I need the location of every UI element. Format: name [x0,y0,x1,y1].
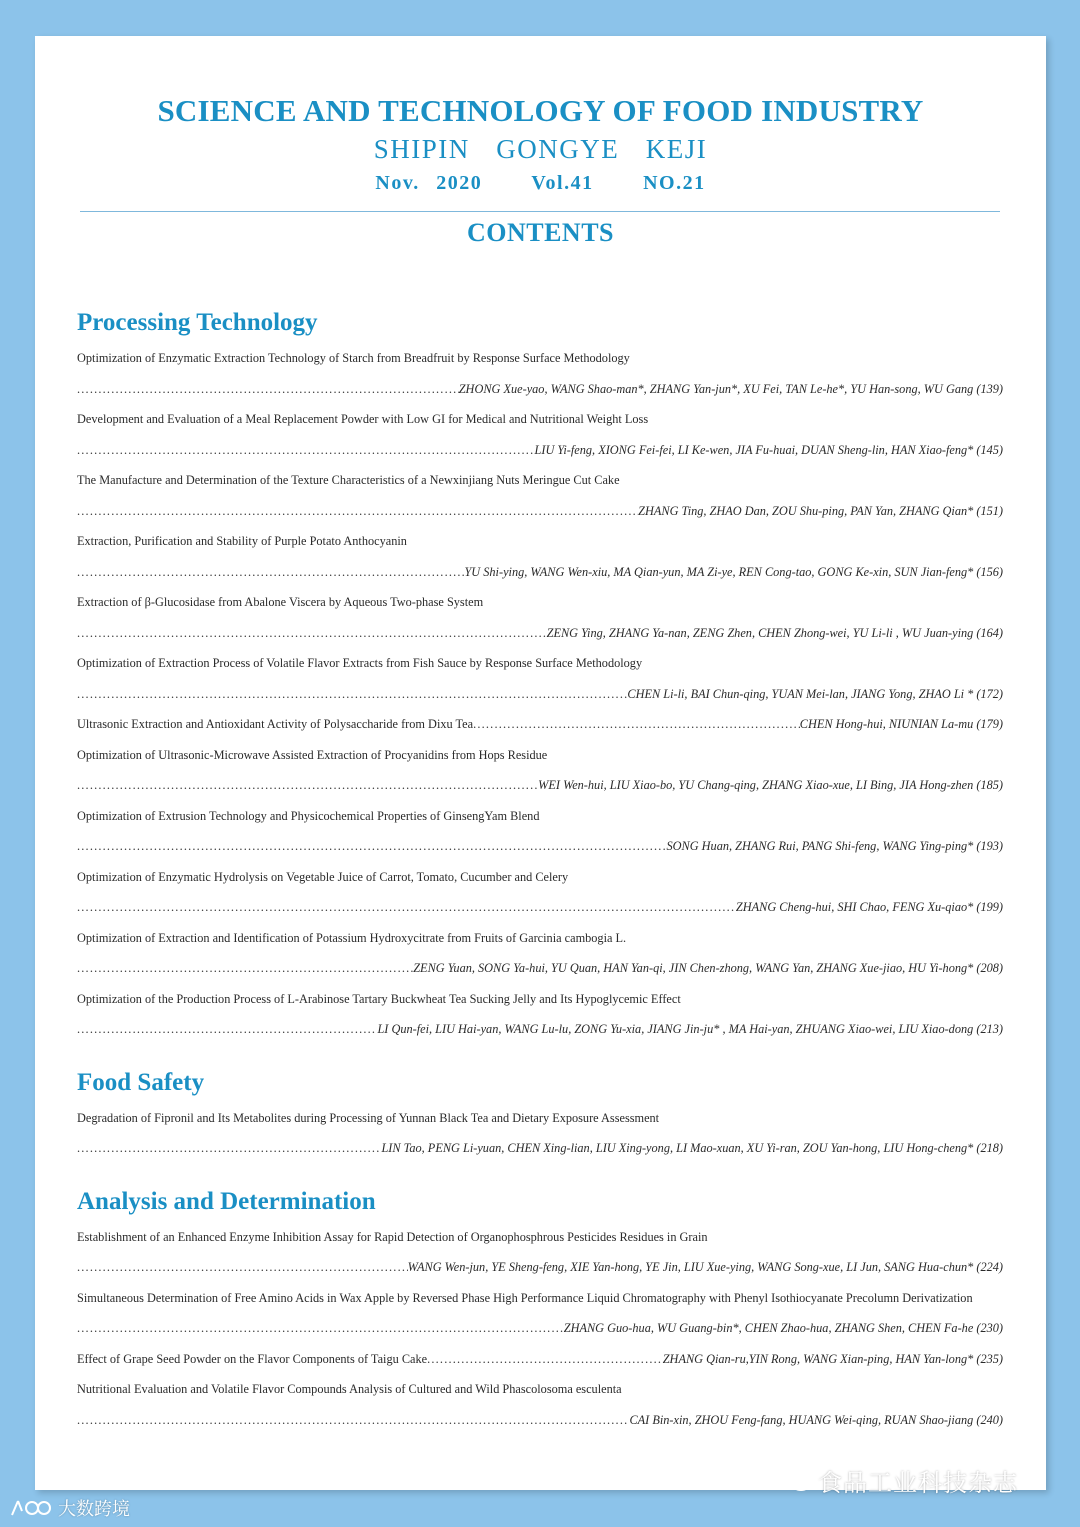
entry-authors-page: LI Qun-fei, LIU Hai-yan, WANG Lu-lu, ZONG Yu-xia, JIANG Jin-ju* , MA Hai-yan, ZHUANG Xiao-wei, LIU Xiao-dong (213) [377,1022,1003,1036]
entry-title[interactable]: Optimization of Extrusion Technology and Physicochemical Properties of GinsengYam Blend [77,808,540,823]
entry-authors-line [77,1014,1003,1045]
entry-authors-line [77,435,1003,466]
entry-title[interactable]: The Manufacture and Determination of the Texture Characteristics of a Newxinjiang Nuts Meringue Cut Cake [77,473,620,487]
header-divider [80,211,1000,212]
entry-authors-page: CAI Bin-xin, ZHOU Feng-fang, HUANG Wei-qing, RUAN Shao-jiang (240) [629,1412,1003,1427]
entry-title[interactable]: Optimization of the Production Process of L-Arabinose Tartary Buckwheat Tea Sucking Jelly and Its Hypoglycemic Effect [77,991,681,1006]
dot-leader [77,679,627,710]
entry-authors-page: ZHANG Cheng-hui, SHI Chao, FENG Xu-qiao* (199) [735,900,1003,914]
entry-authors-page: YU Shi-ying, WANG Wen-xiu, MA Qian-yun, MA Zi-ye, REN Cong-tao, GONG Ke-xin, SUN Jian-feng* (156) [464,564,1003,579]
dot-leader [427,1344,663,1375]
dot-leader [77,831,666,862]
wechat-watermark [782,1460,1018,1500]
entry-authors-page: ZHANG Qian-ru,YIN Rong, WANG Xian-ping, HAN Yan-long* (235) [662,1351,1003,1366]
entry-title[interactable]: Simultaneous Determination of Free Amino Acids in Wax Apple by Reversed Phase High Performance Liquid Chromatography with Phenyl Isothiocyanate Precolumn Derivatization [77,1290,973,1305]
entry-authors-line [77,709,1003,740]
section-title: Processing Technology [77,309,318,336]
entry-authors-line [77,1252,1003,1283]
table-of-contents [77,303,1003,1435]
entry-authors-line [77,496,1003,527]
entry-title[interactable]: Ultrasonic Extraction and Antioxidant Activity of Polysaccharide from Dixu Tea [77,717,474,731]
entry-authors-line [77,831,1003,862]
journal-title: SCIENCE AND TECHNOLOGY OF FOOD INDUSTRY [157,93,924,128]
entry-authors-page: ZHONG Xue-yao, WANG Shao-man*, ZHANG Yan-jun*, XU Fei, TAN Le-he*, YU Han-song, WU Gang (139) [458,381,1003,396]
site-watermark [8,1494,130,1522]
dot-leader [77,1405,629,1436]
entry-title[interactable]: Degradation of Fipronil and Its Metabolites during Processing of Yunnan Black Tea and Dietary Exposure Assessment [77,1110,660,1125]
entry-authors-line [77,618,1003,649]
entry-authors-page: ZENG Ying, ZHANG Ya-nan, ZENG Zhen, CHEN Zhong-wei, YU Li-li , WU Juan-ying (164) [546,625,1003,640]
entry-authors-line [77,679,1003,710]
entry-authors-page: WANG Wen-jun, YE Sheng-feng, XIE Yan-hong, YE Jin, LIU Xue-ying, WANG Song-xue, LI Jun, SANG Hua-chun* (224) [407,1260,1003,1274]
dot-leader [77,435,535,466]
entry-authors-line [77,1344,1003,1375]
wechat-icon [782,1467,812,1493]
dot-leader [77,618,547,649]
entry-title[interactable]: Effect of Grape Seed Powder on the Flavor Components of Taigu Cake [77,1351,428,1366]
entry-authors-page: ZENG Yuan, SONG Ya-hui, YU Quan, HAN Yan-qi, JIN Chen-zhong, WANG Yan, ZHANG Xue-jiao, HU Yi-hong* (208) [413,961,1003,975]
entry-authors-line [77,953,1003,984]
dot-leader [77,1133,381,1164]
site-logo-icon [8,1497,52,1519]
wechat-account-name: 食品工业科技杂志 [818,1468,1018,1497]
section-gap [77,1164,1003,1182]
site-name: 大数跨境 [58,1499,130,1520]
entry-title[interactable]: Optimization of Extraction and Identification of Potassium Hydroxycitrate from Fruits of Garcinia cambogia L. [77,930,627,945]
entry-title[interactable]: Extraction, Purification and Stability of Purple Potato Anthocyanin [77,534,407,548]
entry-title[interactable]: Optimization of Enzymatic Hydrolysis on Vegetable Juice of Carrot, Tomato, Cucumber and Celery [77,869,569,884]
entry-authors-page: LIN Tao, PENG Li-yuan, CHEN Xing-lian, LIU Xing-yong, LI Mao-xuan, XU Yi-ran, ZOU Yan-hong, LIU Hong-cheng* (218) [381,1141,1003,1155]
entry-authors-page: WEI Wen-hui, LIU Xiao-bo, YU Chang-qing, ZHANG Xiao-xue, LI Bing, JIA Hong-zhen (185) [538,778,1003,792]
dot-leader [77,892,736,923]
entry-title[interactable]: Nutritional Evaluation and Volatile Flavor Compounds Analysis of Cultured and Wild Phascolosoma esculenta [77,1382,622,1396]
entry-authors-page: CHEN Li-li, BAI Chun-qing, YUAN Mei-lan, JIANG Yong, ZHAO Li * (172) [627,686,1003,701]
entry-authors-page: LIU Yi-feng, XIONG Fei-fei, LI Ke-wen, JIA Fu-huai, DUAN Sheng-lin, HAN Xiao-feng* (145) [534,442,1003,457]
entry-authors-page: ZHANG Guo-hua, WU Guang-bin*, CHEN Zhao-hua, ZHANG Shen, CHEN Fa-he (230) [563,1321,1003,1335]
entry-authors-line [77,1405,1003,1436]
entry-title[interactable]: Optimization of Extraction Process of Volatile Flavor Extracts from Fish Sauce by Response Surface Methodology [77,656,643,670]
entry-title[interactable]: Extraction of β-Glucosidase from Abalone Viscera by Aqueous Two-phase System [77,595,484,609]
contents-heading: CONTENTS [466,218,615,247]
entry-authors-line [77,374,1003,405]
section-gap [77,1045,1003,1063]
entry-title[interactable]: Optimization of Ultrasonic-Microwave Assisted Extraction of Procyanidins from Hops Residue [77,747,548,762]
entry-authors-page: ZHANG Ting, ZHAO Dan, ZOU Shu-ping, PAN Yan, ZHANG Qian* (151) [638,503,1003,518]
entry-title[interactable]: Development and Evaluation of a Meal Replacement Powder with Low GI for Medical and Nutritional Weight Loss [77,412,649,426]
dot-leader [77,1252,408,1283]
entry-authors-page: SONG Huan, ZHANG Rui, PANG Shi-feng, WANG Ying-ping* (193) [666,839,1003,853]
section-title: Food Safety [77,1068,205,1096]
dot-leader [473,709,800,740]
dot-leader [77,1014,377,1045]
entry-authors-page: CHEN Hong-hui, NIUNIAN La-mu (179) [799,717,1003,731]
issue-line: Nov. 2020 Vol.41 NO.21 [375,172,706,194]
dot-leader [77,1313,564,1344]
dot-leader [77,496,638,527]
entry-authors-line [77,770,1003,801]
entry-title[interactable]: Establishment of an Enhanced Enzyme Inhibition Assay for Rapid Detection of Organophosphrous Pesticides Residues in Grain [77,1229,708,1244]
entry-title[interactable]: Optimization of Enzymatic Extraction Technology of Starch from Breadfruit by Response Surface Methodology [77,351,630,365]
entry-authors-line [77,1313,1003,1344]
entry-authors-line [77,1133,1003,1164]
dot-leader [77,374,459,405]
entry-authors-line [77,892,1003,923]
dot-leader [77,953,413,984]
dot-leader [77,557,464,588]
section-title: Analysis and Determination [77,1187,376,1215]
dot-leader [77,770,538,801]
journal-pinyin: SHIPIN GONGYE KEJI [373,134,708,164]
journal-page [35,36,1046,1490]
entry-authors-line [77,557,1003,588]
